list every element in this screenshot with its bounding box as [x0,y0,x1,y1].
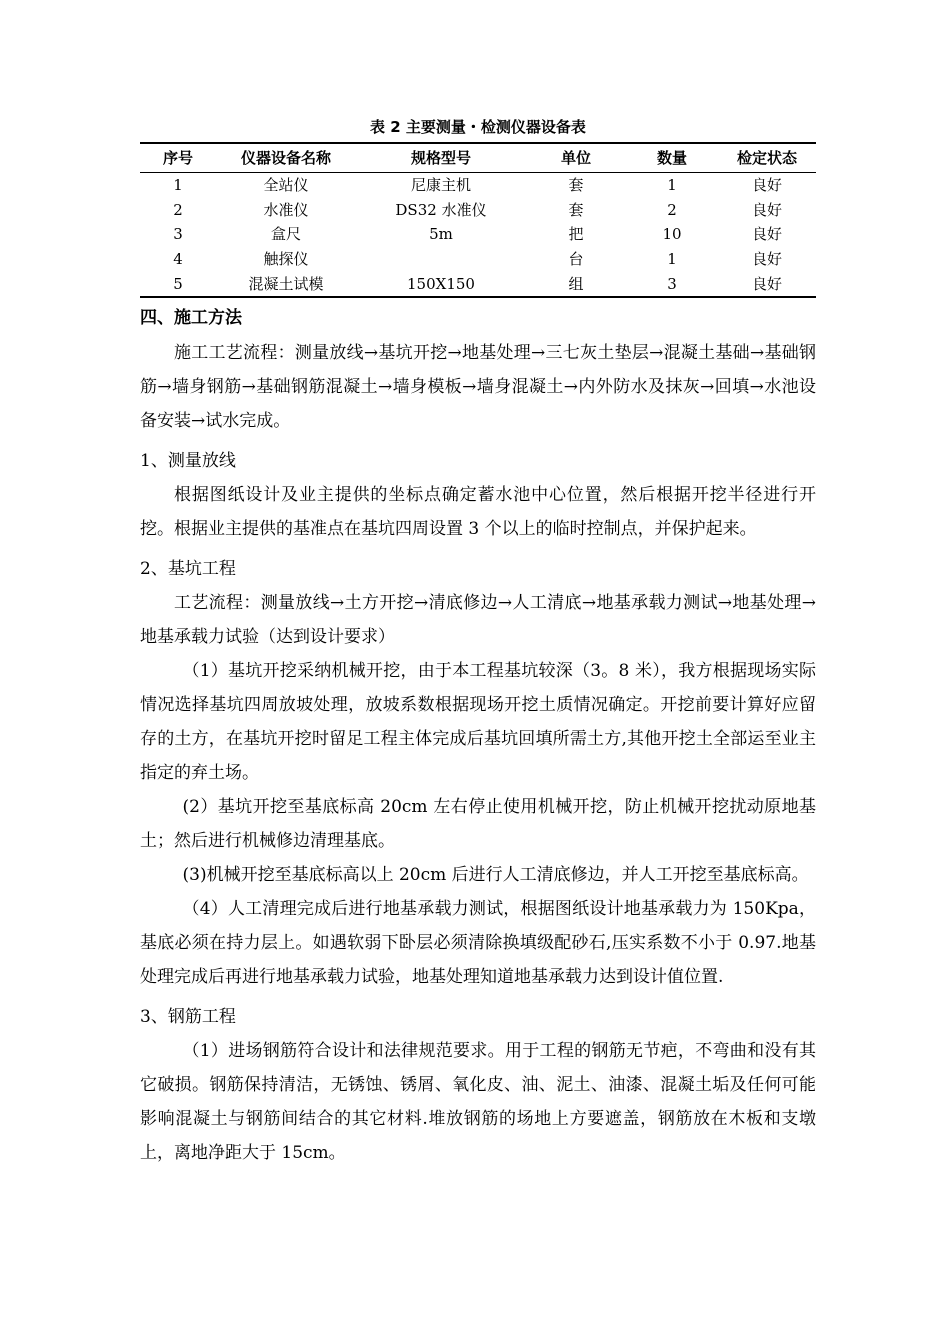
rebar-item-1: （1）进场钢筋符合设计和法律规范要求。用于工程的钢筋无节疤，不弯曲和没有其它破损。钢筋保持清洁，无锈蚀、锈屑、氧化皮、油、泥土、油漆、混凝土垢及任何可能影响混凝土与钢筋间结合的其它材料.堆放钢筋的场地上方要遮盖，钢筋放在木板和支墩上，离地净距大于 15cm。 [140,1041,816,1163]
table-cell: DS32 水准仪 [395,200,487,219]
header-cell-status: 检定状态 [718,143,816,173]
table-cell: 组 [526,271,626,297]
header-cell-quantity: 数量 [626,143,718,173]
header-cell-index: 序号 [140,143,216,173]
pit-item-4: （4）人工清理完成后进行地基承载力测试，根据图纸设计地基承载力为 150Kpa，基底必须在持力层上。如遇软弱下卧层必须清除换填级配砂石,压实系数不小于 0.97.地基处理完成后再进行地基承载力试验，地基处理知道地基承载力达到设计值位置. [140,899,816,987]
table-cell: 1 [667,250,677,269]
table-cell: 全站仪 [263,176,309,195]
table-cell: 套 [568,200,584,219]
pit-item-3: (3)机械开挖至基底标高以上 20cm 后进行人工清底修边，并人工开挖至基底标高。 [182,865,809,885]
pit-item-2: (2）基坑开挖至基底标高 20cm 左右停止使用机械开挖，防止机械开挖扰动原地基土；然后进行机械修边清理基底。 [140,797,816,851]
table-cell: 套 [568,176,584,195]
pit-flow-paragraph: 工艺流程：测量放线→土方开挖→清底修边→人工清底→地基承载力测试→地基处理→地基承载力试验（达到设计要求） [140,593,816,647]
table-cell: 良好 [751,200,782,219]
table-caption: 表 2 主要测量・检测仪器设备表 [370,118,586,136]
section-title: 四、施工方法 [140,308,242,328]
subsection-title-pit: 2、基坑工程 [140,559,236,579]
table-cell: 良好 [751,250,782,269]
subsection-title-survey: 1、测量放线 [140,451,236,471]
table-cell [356,247,526,272]
process-flow-paragraph: 施工工艺流程：测量放线→基坑开挖→地基处理→三七灰土垫层→混凝土基础→基础钢筋→墙身钢筋→基础钢筋混凝土→墙身模板→墙身混凝土→内外防水及抹灰→回填→水池设备安装→试水完成。 [140,343,816,431]
table-cell: 3 [173,225,183,244]
table-cell: 良好 [751,176,782,195]
table-cell: 3 [626,271,718,297]
table-cell: 良好 [718,271,816,297]
table-cell: 2 [667,200,677,219]
table-row [140,247,816,272]
table-cell: 4 [173,250,183,269]
table-cell: 5m [429,225,453,244]
table-row [140,222,816,247]
table-cell: 1 [667,176,677,195]
table-cell: 混凝土试模 [216,271,356,297]
table-cell: 把 [568,225,584,244]
table-cell: 150X150 [356,271,526,297]
table-row [140,173,816,198]
pit-item-1: （1）基坑开挖采纳机械开挖，由于本工程基坑较深（3。8 米），我方根据现场实际情况选择基坑四周放坡处理，放坡系数根据现场开挖土质情况确定。开挖前要计算好应留存的土方，在基坑开挖时留足工程主体完成后基坑回填所需土方,其他开挖土全部运至业主指定的弃土场。 [140,661,816,783]
table-header-row [140,143,816,173]
table-row [140,198,816,223]
table-cell: 良好 [751,225,782,244]
table-cell: 10 [662,225,682,244]
body-content [140,300,816,1170]
table-cell: 水准仪 [263,200,309,219]
table-cell: 盒尺 [270,225,301,244]
table-cell: 5 [140,271,216,297]
table-cell: 台 [568,250,584,269]
table-cell: 2 [173,200,183,219]
header-cell-unit: 单位 [526,143,626,173]
subsection-title-rebar: 3、钢筋工程 [140,1007,236,1027]
table-cell: 尼康主机 [410,176,471,195]
survey-paragraph: 根据图纸设计及业主提供的坐标点确定蓄水池中心位置，然后根据开挖半径进行开挖。根据业主提供的基准点在基坑四周设置 3 个以上的临时控制点，并保护起来。 [140,485,816,539]
table-row [140,271,816,297]
table-cell: 触探仪 [263,250,309,269]
equipment-table [140,142,816,298]
header-cell-name: 仪器设备名称 [216,143,356,173]
table-cell: 1 [173,176,183,195]
header-cell-model: 规格型号 [356,143,526,173]
